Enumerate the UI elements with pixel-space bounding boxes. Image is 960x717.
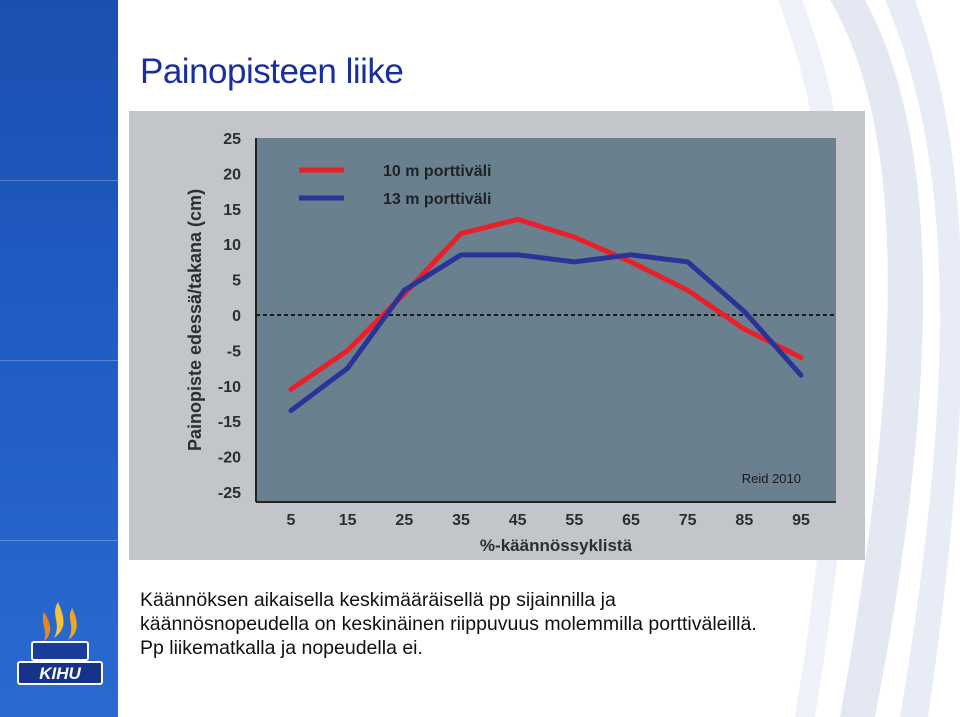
line-chart xyxy=(129,111,865,560)
y-tick-label: 5 xyxy=(232,272,241,290)
x-tick-label: 65 xyxy=(622,512,640,529)
y-axis-label: Painopiste edessä/takana (cm) xyxy=(185,188,205,452)
y-tick-label: -20 xyxy=(217,449,241,467)
chart-panel xyxy=(129,111,865,560)
legend-label: 13 m porttiväli xyxy=(383,191,492,208)
flame-icon xyxy=(68,608,77,640)
kihu-logo xyxy=(10,598,110,694)
divider xyxy=(0,360,118,361)
sidebar-band xyxy=(0,0,118,717)
pedestal-shape xyxy=(32,642,88,660)
caption-line: käännösnopeudella on keskinäinen riippuvuus molemmilla porttiväleillä. xyxy=(140,613,757,635)
y-tick-label: 0 xyxy=(232,308,241,325)
y-tick-label: 25 xyxy=(223,131,241,148)
caption-line: Pp liikematkalla ja nopeudella ei. xyxy=(140,637,423,659)
caption-text xyxy=(140,588,950,660)
y-tick-label: -5 xyxy=(226,343,241,361)
y-tick-label: 15 xyxy=(223,201,241,219)
source-note: Reid 2010 xyxy=(741,471,801,486)
x-tick-label: 95 xyxy=(792,512,810,529)
caption-line: Käännöksen aikaisella keskimääräisellä pp sijainnilla ja xyxy=(140,589,616,611)
x-tick-label: 75 xyxy=(678,512,697,529)
flame-icon xyxy=(43,612,50,642)
x-tick-label: 85 xyxy=(735,512,754,529)
y-tick-label: 10 xyxy=(223,237,241,255)
x-tick-label: 45 xyxy=(508,512,527,529)
y-tick-label: -10 xyxy=(217,378,241,396)
x-axis-label: %-käännössyklistä xyxy=(479,536,633,555)
x-tick-label: 25 xyxy=(395,512,414,529)
flame-icon xyxy=(54,602,64,638)
x-tick-label: 5 xyxy=(286,512,296,529)
x-tick-label: 35 xyxy=(452,512,470,529)
y-tick-label: -15 xyxy=(217,414,241,432)
x-tick-label: 15 xyxy=(338,512,357,529)
divider xyxy=(0,540,118,541)
page-title: Painopisteen liike xyxy=(140,52,404,91)
y-tick-label: 20 xyxy=(223,166,241,184)
legend-label: 10 m porttiväli xyxy=(383,163,492,180)
y-tick-label: -25 xyxy=(217,485,241,502)
x-tick-label: 55 xyxy=(565,512,584,529)
logo-text: KIHU xyxy=(39,664,81,683)
divider xyxy=(0,180,118,181)
